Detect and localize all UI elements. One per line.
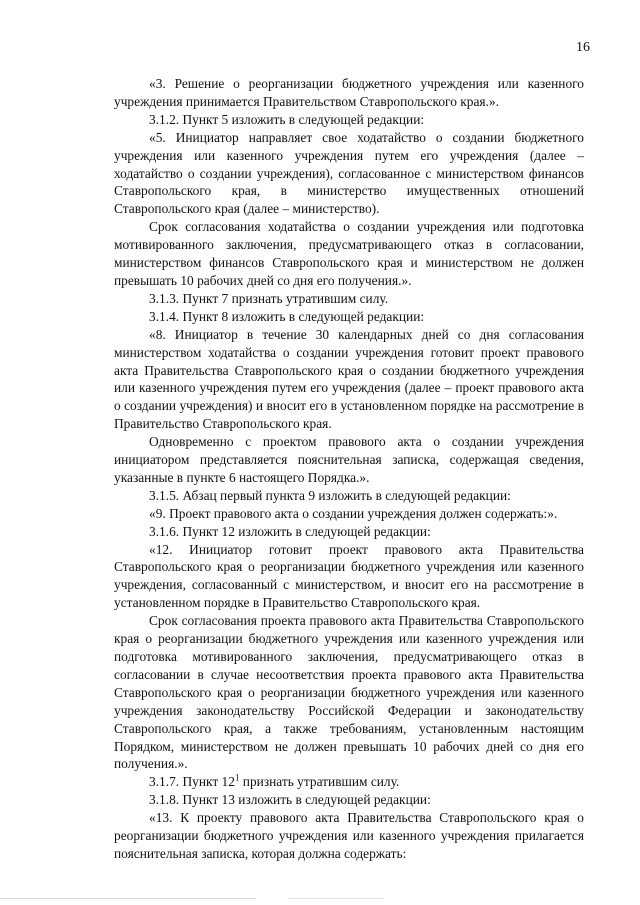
- paragraph: 3.1.2. Пункт 5 изложить в следующей редакции:: [149, 111, 425, 127]
- paragraph-3-1-7: [114, 773, 584, 791]
- paragraph: Одновременно с проектом правового акта о создании учреждения инициатором представляется пояснительная записка, содержащая сведения, указанные в пункте 6 настоящего Порядка.».: [114, 434, 584, 485]
- superscript: 1: [234, 772, 240, 783]
- paragraph: «9. Проект правового акта о создании учреждения должен содержать:».: [149, 505, 558, 521]
- paragraph: «12. Инициатор готовит проект правового акта Правительства Ставропольского края о реорганизации бюджетного учреждения или казенного учреждения, согласованный с министерством, и вносит его на рассмотрение в установленном порядке в Правительство Ставропольского края.: [114, 541, 584, 611]
- paragraph: «3. Решение о реорганизации бюджетного учреждения или казенного учреждения принимается Правительством Ставропольского края.».: [114, 76, 584, 109]
- paragraph: 3.1.3. Пункт 7 признать утратившим силу.: [149, 290, 389, 306]
- paragraph: 3.1.6. Пункт 12 изложить в следующей редакции:: [149, 523, 431, 539]
- paragraph-text: признать утратившим силу.: [239, 774, 400, 790]
- paragraph: 3.1.8. Пункт 13 изложить в следующей редакции:: [149, 792, 431, 808]
- paragraph: 3.1.5. Абзац первый пункта 9 изложить в следующей редакции:: [149, 487, 511, 503]
- paragraph: «5. Инициатор направляет свое ходатайство о создании бюджетного учреждения или казенного учреждения путем его учреждения (далее – ходатайство о создании учреждения), согласованное с министерством финансов Ставропольского края, в министерство имущественных отношений Ставропольского края (далее – министерство).: [114, 129, 584, 217]
- scan-edge-line: [0, 898, 640, 899]
- paragraph: 3.1.4. Пункт 8 изложить в следующей редакции:: [149, 308, 425, 324]
- paragraph: Срок согласования ходатайства о создании учреждения или подготовка мотивированного заключения, предусматривающего отказ в согласовании, министерством финансов Ставропольского края и министерством не должен превышать 10 рабочих дней со дня его получения.».: [114, 219, 584, 288]
- paragraph-text: 3.1.7. Пункт 12: [149, 774, 235, 790]
- paragraph: «8. Инициатор в течение 30 календарных дней со дня согласования министерством ходатайства о создании учреждения готовит проект правового акта Правительства Ставропольского края о создании бюджетного учреждения или казенного учреждения путем его учреждения (далее – проект правового акта о создании учреждения) и вносит его в установленном порядке на рассмотрение в Правительство Ставропольского края.: [114, 326, 584, 432]
- page-number: 16: [576, 40, 590, 55]
- paragraph: «13. К проекту правового акта Правительства Ставропольского края о реорганизации бюджетного учреждения или казенного учреждения прилагается пояснительная записка, которая должна содержать:: [114, 810, 584, 861]
- document-body: [114, 75, 584, 863]
- paragraph: Срок согласования проекта правового акта Правительства Ставропольского края о реорганизации бюджетного учреждения или казенного учреждения или подготовка мотивированного заключения, предусматривающего отказ в согласовании в случае несоответствия проекта правового акта Правительства Ставропольского края о реорганизации бюджетного учреждения или казенного учреждения законодательству Российской Федерации и законодательству Ставропольского края, а также требованиям, установленным настоящим Порядком, министерством не должен превышать 10 рабочих дней со дня его получения.».: [114, 613, 584, 772]
